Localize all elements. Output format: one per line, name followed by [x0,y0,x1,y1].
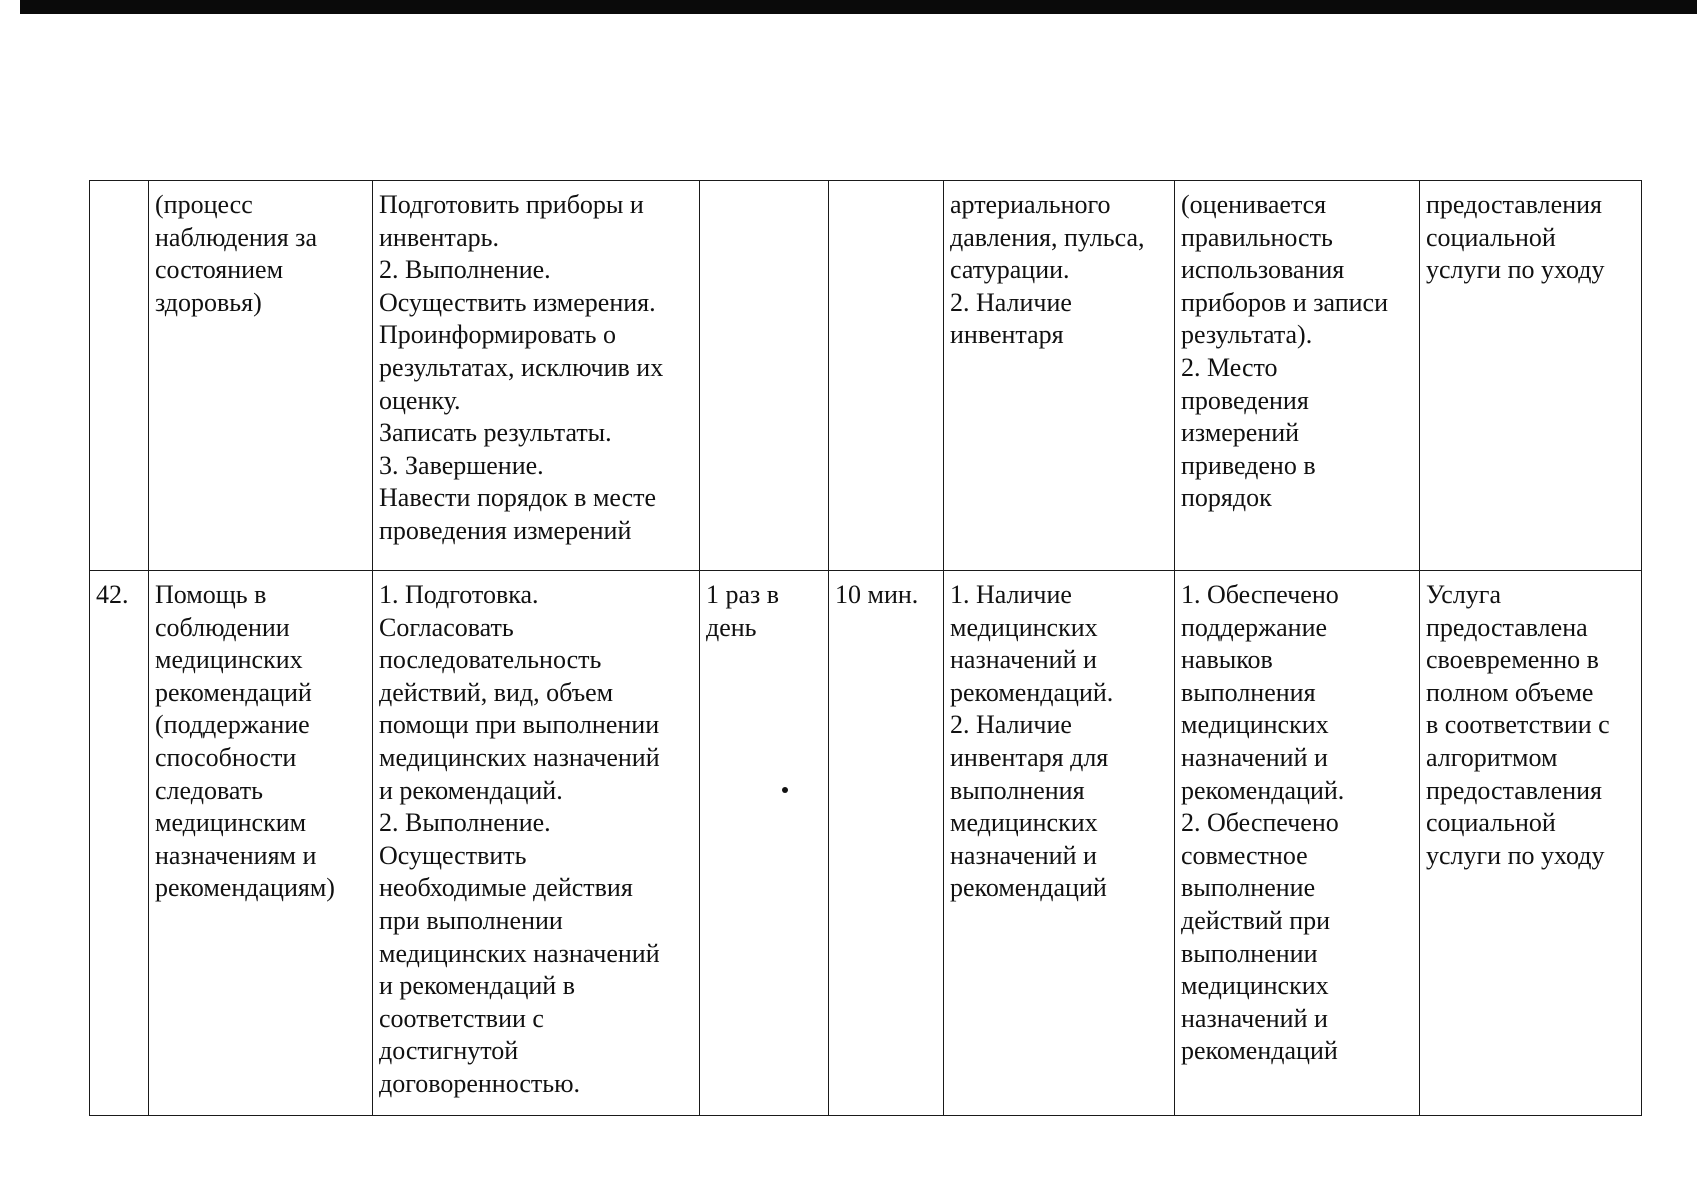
table-row [90,181,1642,571]
cell-evaluation: Услуга предоставлена своевременно в полном объеме в соответствии с алгоритмом предоставления социальной услуги по уходу [1420,571,1642,1116]
cell-service-name: Помощь в соблюдении медицинских рекомендаций (поддержание способности следовать медицинским назначениям и рекомендациям) [149,571,373,1116]
cell-conditions: 1. Наличие медицинских назначений и рекомендаций. 2. Наличие инвентаря для выполнения медицинских назначений и рекомендаций [944,571,1175,1116]
table-row [90,571,1642,1116]
cell-frequency: 1 раз в день [700,571,829,1116]
scan-top-edge [20,0,1697,14]
cell-quality-indicators: (оценивается правильность использования приборов и записи результата). 2. Место проведения измерений приведено в порядок [1175,181,1420,571]
cell-procedure: Подготовить приборы и инвентарь. 2. Выполнение. Осуществить измерения. Проинформировать о результатах, исключив их оценку. Записать результаты. 3. Завершение. Навести порядок в месте проведения измерений [373,181,700,571]
cell-evaluation: предоставления социальной услуги по уходу [1420,181,1642,571]
cell-frequency [700,181,829,571]
cell-duration [829,181,944,571]
cell-number: 42. [90,571,149,1116]
services-table [89,180,1642,1116]
scan-speck [782,787,788,793]
cell-service-name: (процесс наблюдения за состоянием здоровья) [149,181,373,571]
cell-duration: 10 мин. [829,571,944,1116]
cell-procedure: 1. Подготовка. Согласовать последовательность действий, вид, объем помощи при выполнении медицинских назначений и рекомендаций. 2. Выполнение. Осуществить необходимые действия при выполнении медицинских назначений и рекомендаций в соответствии с достигнутой договоренностью. [373,571,700,1116]
cell-quality-indicators: 1. Обеспечено поддержание навыков выполнения медицинских назначений и рекомендаций. 2. Обеспечено совместное выполнение действий при выполнении медицинских назначений и рекомендаций [1175,571,1420,1116]
cell-number [90,181,149,571]
cell-conditions: артериального давления, пульса, сатурации. 2. Наличие инвентаря [944,181,1175,571]
